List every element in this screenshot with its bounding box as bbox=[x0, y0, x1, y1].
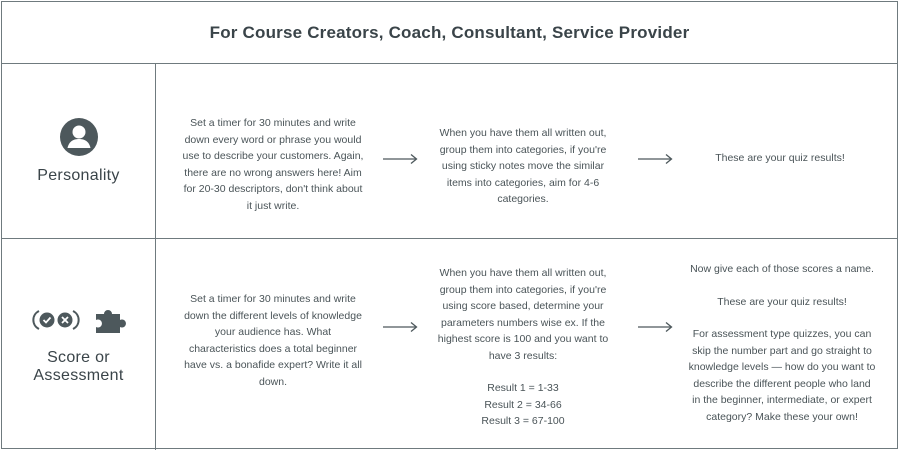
step2-text: When you have them all written out, group them into categories, if you're using sticky notes move the similar items into categories, aim for 4-6 categories. bbox=[439, 127, 607, 205]
score-label-cell bbox=[2, 239, 156, 450]
step3-block bbox=[688, 261, 876, 425]
step2-text: When you have them all written out, group them into categories, if you're using score based, determine your parameters numbers wise ex. If the highest score is 100 and you want to have 3 results: bbox=[437, 267, 609, 362]
step2-block bbox=[430, 265, 616, 430]
step1-text: Set a timer for 30 minutes and write down the different levels of knowledge your audience has. What characteristics does a total beginner have vs. a bonafide expert? Write it all down. bbox=[184, 293, 362, 388]
icon-group bbox=[32, 305, 126, 335]
result-item: Result 2 = 34-66 bbox=[484, 398, 562, 411]
arrow-right-icon bbox=[638, 153, 674, 165]
toggle-check-cancel-icon bbox=[32, 305, 80, 335]
score-assessment-row bbox=[2, 239, 897, 450]
arrow-right-icon bbox=[383, 153, 419, 165]
framework-table bbox=[1, 1, 898, 449]
step1-text: Set a timer for 30 minutes and write down every word or phrase you would use to describe your customers. Again, there are no wrong answers here! Aim for 20-30 descriptors, don't think about it just write. bbox=[182, 117, 364, 212]
user-circle-icon bbox=[59, 117, 99, 157]
step3-results-text: These are your quiz results! bbox=[717, 295, 847, 308]
table-title: For Course Creators, Coach, Consultant, Service Provider bbox=[2, 2, 897, 64]
result-item: Result 1 = 1-33 bbox=[487, 382, 559, 394]
puzzle-piece-icon bbox=[92, 305, 126, 335]
personality-row bbox=[2, 63, 897, 239]
row-label-line1: Score or bbox=[47, 348, 110, 366]
step3-assessment-text: For assessment type quizzes, you can skip the number part and go straight to knowledge levels — how do you want to describe the different people who land in the beginner, intermediate, or expert category? Make these your own! bbox=[688, 328, 876, 423]
step3-name-text: Now give each of those scores a name. bbox=[690, 263, 874, 275]
arrow-right-icon bbox=[638, 321, 674, 333]
step3-text: These are your quiz results! bbox=[715, 152, 845, 164]
results-list bbox=[430, 380, 616, 430]
row-label: Personality bbox=[37, 166, 120, 184]
arrow-right-icon bbox=[383, 321, 419, 333]
personality-label-cell bbox=[2, 63, 156, 238]
row-label-line2: Assessment bbox=[33, 366, 124, 384]
result-item: Result 3 = 67-100 bbox=[481, 415, 565, 427]
